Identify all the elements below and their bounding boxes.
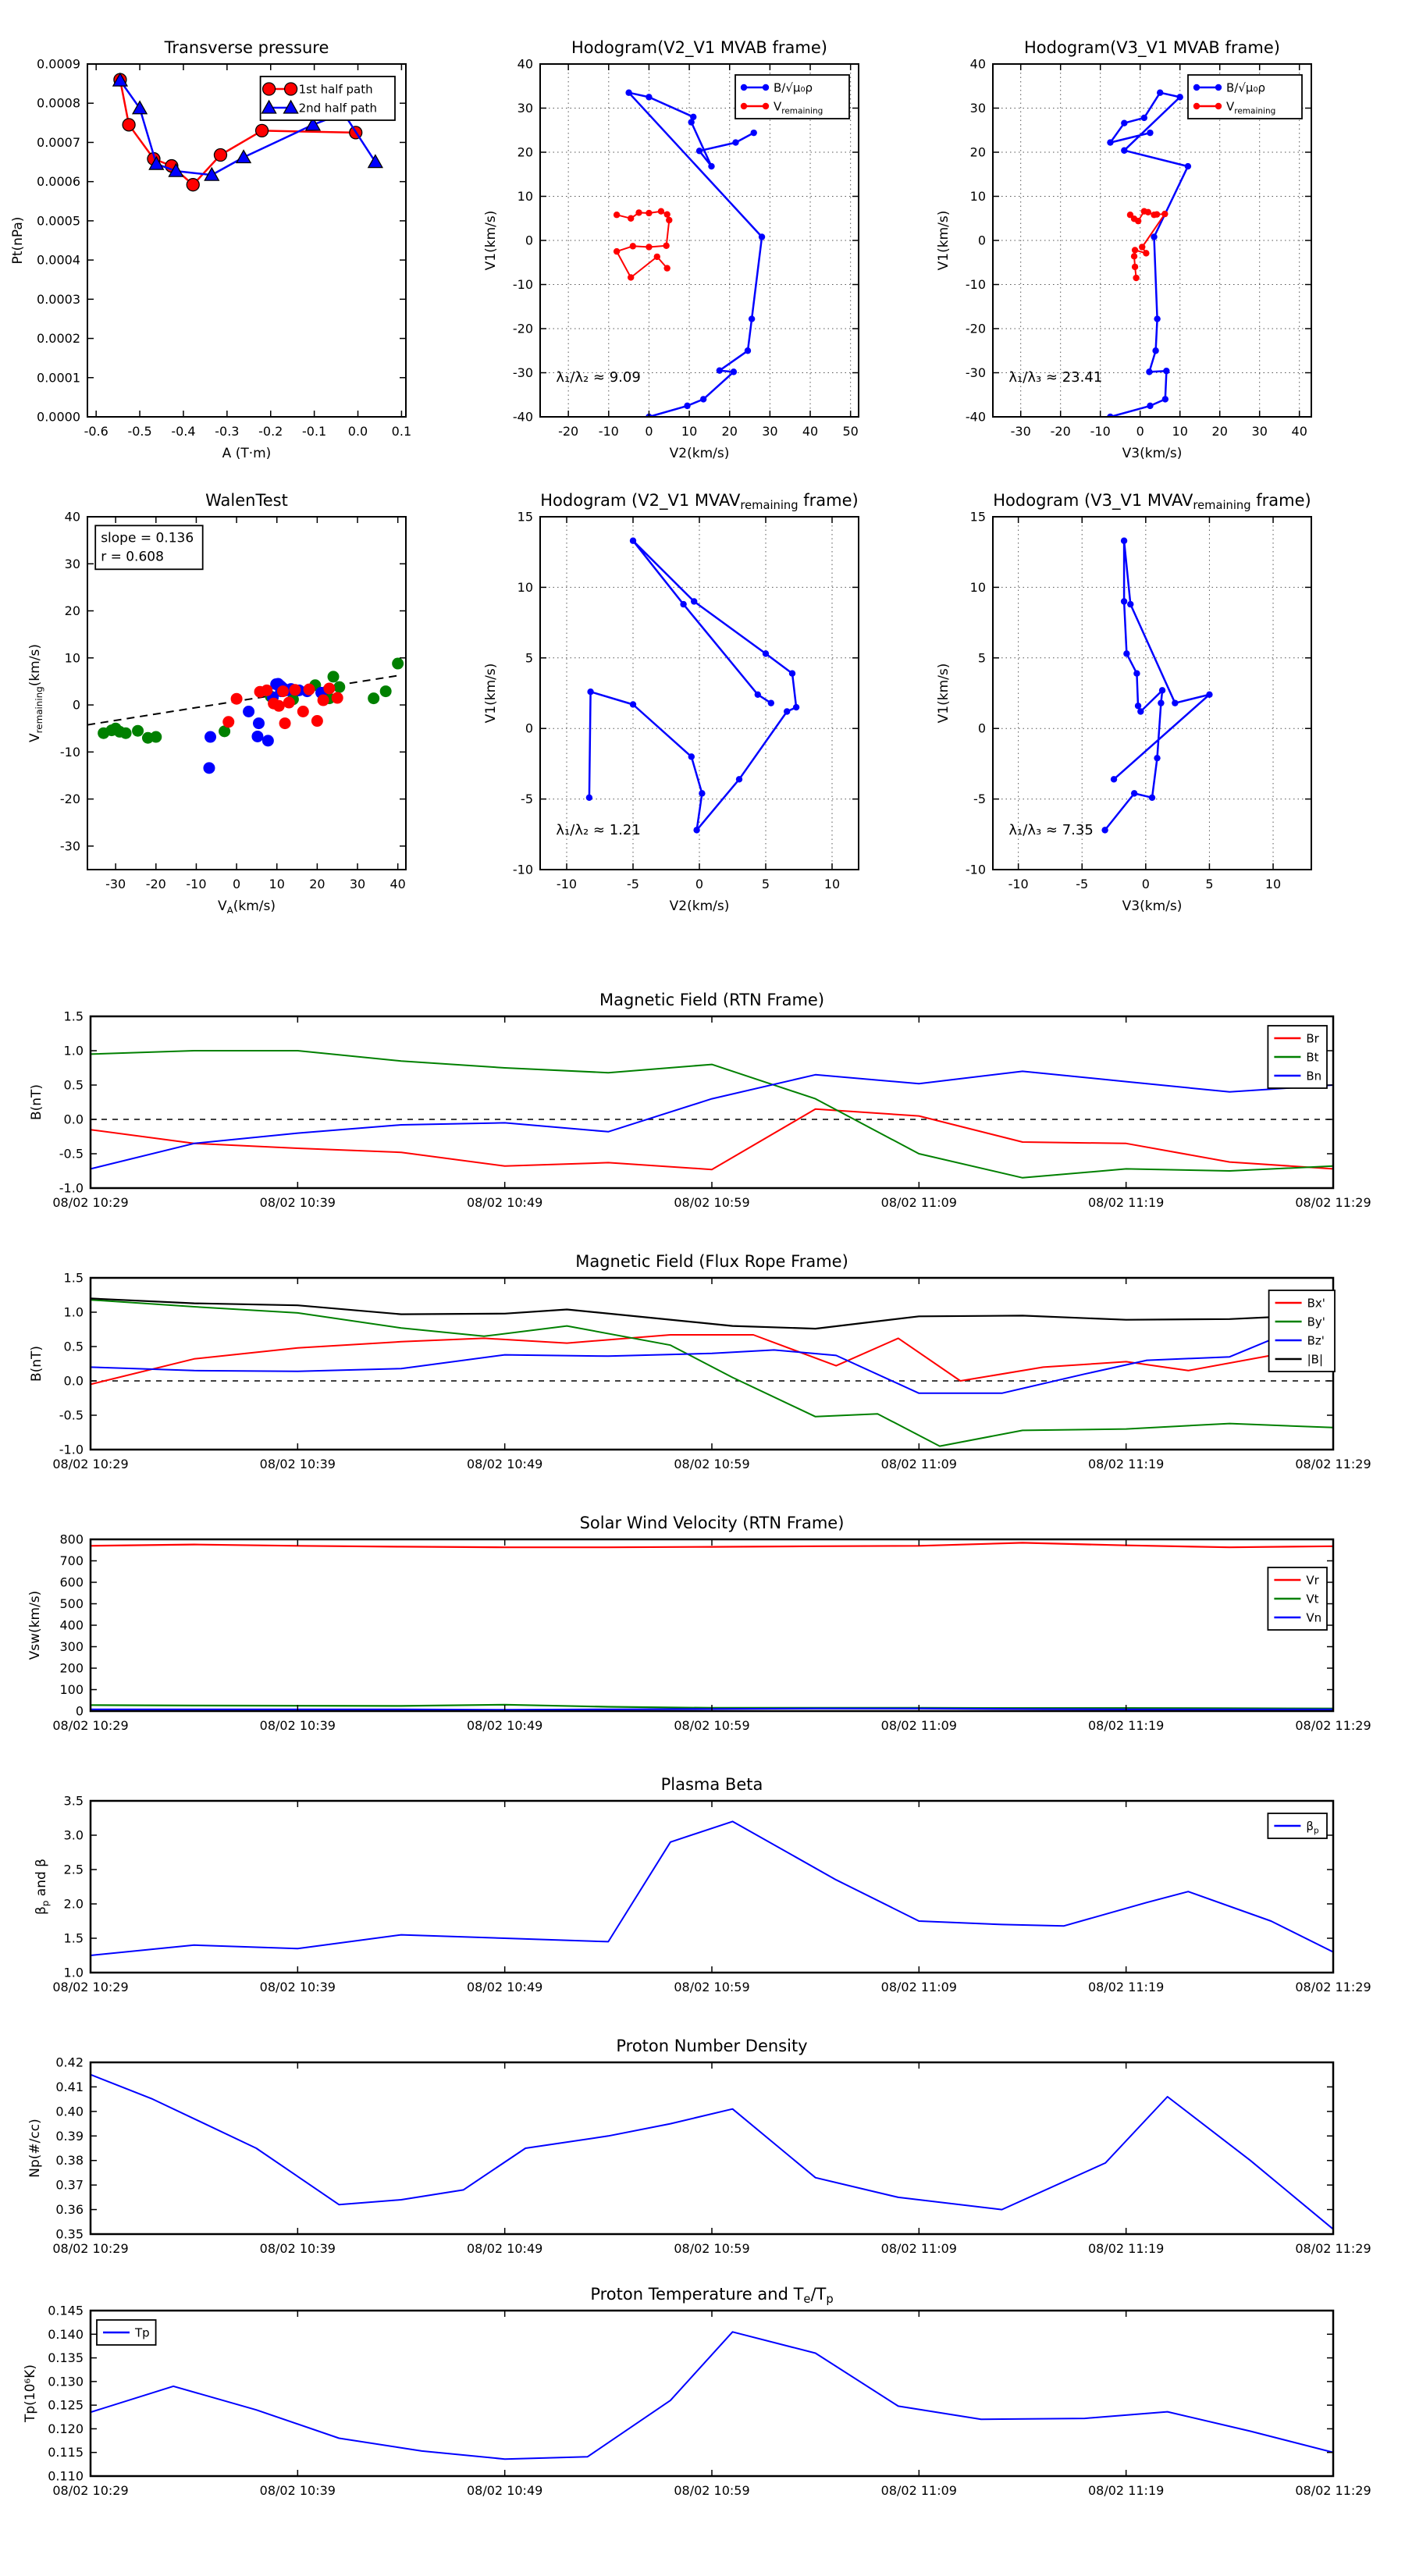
svg-text:-30: -30: [1010, 424, 1031, 439]
proton-temperature-plot: [12, 2273, 1380, 2526]
svg-text:10: 10: [64, 650, 80, 666]
svg-text:30: 30: [64, 556, 80, 571]
svg-text:-0.4: -0.4: [171, 424, 196, 439]
svg-text:600: 600: [59, 1574, 84, 1590]
svg-text:Vsw(km/s): Vsw(km/s): [27, 1590, 43, 1660]
svg-text:08/02 10:29: 08/02 10:29: [52, 2241, 129, 2256]
svg-text:A (T·m): A (T·m): [222, 446, 272, 461]
svg-text:08/02 10:59: 08/02 10:59: [674, 2483, 750, 2498]
svg-text:08/02 10:29: 08/02 10:29: [52, 2483, 129, 2498]
svg-text:08/02 10:59: 08/02 10:59: [674, 1457, 750, 1471]
svg-text:-30: -30: [105, 877, 126, 891]
chart-svg: [12, 1240, 1380, 1496]
svg-text:08/02 11:19: 08/02 11:19: [1088, 1980, 1165, 1994]
series-group: [91, 1051, 1333, 1178]
svg-text:20: 20: [64, 603, 80, 619]
svg-text:200: 200: [59, 1660, 84, 1676]
axes-frame: [91, 1539, 1333, 1711]
svg-text:βp: $\beta_p$: [1306, 1819, 1319, 1836]
svg-text:08/02 11:09: 08/02 11:09: [880, 1718, 957, 1733]
svg-text:0.38: 0.38: [55, 2153, 84, 2169]
hodogram-v2v1-mvab-plot: [462, 27, 905, 467]
series-bn: [91, 1071, 1333, 1169]
svg-text:5: 5: [1205, 877, 1214, 891]
chart-title: Hodogram(V2_V1 MVAB frame): [571, 38, 827, 57]
svg-text:-10: -10: [965, 277, 986, 292]
svg-text:Br: Br: [1306, 1031, 1319, 1046]
transverse-pressure-plot: [9, 27, 453, 467]
svg-text:-0.1: -0.1: [302, 424, 327, 439]
svg-text:10: 10: [969, 579, 986, 595]
svg-text:-20: -20: [1050, 424, 1071, 439]
legend: [97, 2320, 156, 2345]
svg-text:0.0008: 0.0008: [37, 95, 80, 111]
svg-text:0.140: 0.140: [48, 2326, 84, 2342]
svg-text:slope = 0.136: slope = 0.136: [101, 530, 194, 546]
svg-text:0.42: 0.42: [55, 2055, 84, 2070]
series-group: [87, 658, 404, 774]
svg-text:400: 400: [59, 1617, 84, 1633]
svg-text:V3(km/s): V3(km/s): [1122, 898, 1183, 914]
svg-text:-10: -10: [512, 862, 533, 877]
svg-text:5: 5: [977, 650, 986, 666]
walen-test-plot: [9, 479, 453, 920]
svg-text:08/02 11:09: 08/02 11:09: [880, 1195, 957, 1210]
svg-text:0.5: 0.5: [63, 1077, 84, 1093]
svg-text:10: 10: [1172, 424, 1188, 439]
svg-text:700: 700: [59, 1553, 84, 1568]
svg-text:5: 5: [525, 650, 533, 666]
svg-text:-30: -30: [59, 838, 80, 854]
svg-text:08/02 10:29: 08/02 10:29: [52, 1195, 129, 1210]
svg-text:0.35: 0.35: [55, 2226, 84, 2242]
svg-text:0.0: 0.0: [63, 1373, 84, 1389]
svg-text:08/02 11:29: 08/02 11:29: [1295, 1457, 1371, 1471]
chart-title: Hodogram(V3_V1 MVAB frame): [1024, 38, 1280, 57]
svg-text:0: 0: [695, 877, 704, 891]
svg-text:V1(km/s): V1(km/s): [936, 663, 951, 724]
svg-text:Vremaining(km/s): $V_{remaining}(km/s)$: [27, 644, 44, 742]
chart-title: Solar Wind Velocity (RTN Frame): [579, 1514, 845, 1532]
svg-text:|B|: |B|: [1307, 1352, 1324, 1367]
chart-svg: [12, 1502, 1380, 1758]
chart-svg: [462, 479, 905, 916]
svg-text:08/02 10:49: 08/02 10:49: [467, 1718, 543, 1733]
svg-text:0.115: 0.115: [48, 2445, 84, 2460]
svg-text:08/02 11:09: 08/02 11:09: [880, 1980, 957, 1994]
chart-title: Hodogram (V2_V1 MVAVremaining frame): [540, 491, 859, 512]
chart-svg: [12, 979, 1380, 1235]
svg-text:-10: -10: [59, 744, 80, 760]
proton-number-density-plot: [12, 2025, 1380, 2284]
svg-text:0.145: 0.145: [48, 2303, 84, 2318]
svg-text:08/02 10:39: 08/02 10:39: [259, 1718, 336, 1733]
series-group: [91, 1298, 1333, 1446]
svg-text:20: 20: [1211, 424, 1228, 439]
series-by-: [91, 1300, 1333, 1446]
svg-text:0.0004: 0.0004: [37, 252, 80, 268]
svg-text:08/02 10:49: 08/02 10:49: [467, 1980, 543, 1994]
chart-title: Hodogram (V3_V1 MVAVremaining frame): [993, 491, 1311, 512]
svg-text:0.130: 0.130: [48, 2374, 84, 2389]
svg-text:30: 30: [762, 424, 778, 439]
svg-text:0: 0: [525, 720, 533, 736]
svg-text:-40: -40: [965, 409, 986, 425]
svg-text:βp and β: $\beta_p$ and β: [34, 1858, 51, 1916]
svg-text:08/02 10:59: 08/02 10:59: [674, 1718, 750, 1733]
series-fit-line: [87, 676, 398, 725]
svg-text:V2(km/s): V2(km/s): [669, 446, 730, 461]
legend: [1188, 75, 1302, 119]
svg-text:08/02 10:39: 08/02 10:39: [259, 1980, 336, 1994]
axes-frame: [91, 1801, 1333, 1973]
svg-text:Bt: Bt: [1306, 1050, 1319, 1065]
svg-text:500: 500: [59, 1596, 84, 1611]
svg-text:0.0003: 0.0003: [37, 291, 80, 307]
svg-text:0.1: 0.1: [391, 424, 412, 439]
svg-text:λ₁/λ₃ ≈ 7.35: λ₁/λ₃ ≈ 7.35: [1008, 821, 1094, 838]
svg-text:08/02 11:19: 08/02 11:19: [1088, 2483, 1165, 2498]
chart-svg: [462, 27, 905, 464]
svg-text:0: 0: [232, 877, 241, 891]
svg-text:08/02 11:19: 08/02 11:19: [1088, 2241, 1165, 2256]
svg-text:-1.0: -1.0: [59, 1180, 84, 1196]
svg-text:-20: -20: [145, 877, 166, 891]
hodogram-v3v1-mvab-plot: [915, 27, 1358, 467]
svg-text:0.135: 0.135: [48, 2350, 84, 2366]
svg-text:Pt(nPa): Pt(nPa): [10, 216, 26, 265]
svg-text:1.0: 1.0: [63, 1043, 84, 1059]
svg-text:30: 30: [517, 101, 533, 116]
svg-text:Tp: Tp: [135, 2325, 150, 2340]
series-group: [1101, 538, 1212, 834]
chart-title: Plasma Beta: [660, 1775, 763, 1794]
series-group: [586, 538, 800, 834]
chart-title: Magnetic Field (Flux Rope Frame): [575, 1252, 848, 1271]
svg-text:-0.5: -0.5: [127, 424, 152, 439]
svg-text:08/02 11:19: 08/02 11:19: [1088, 1457, 1165, 1471]
svg-text:08/02 11:09: 08/02 11:09: [880, 2483, 957, 2498]
svg-text:10: 10: [969, 189, 986, 204]
svg-text:B/√μ₀ρ: B/√μ₀ρ: [1226, 80, 1265, 95]
svg-text:-5: -5: [627, 877, 639, 891]
svg-text:08/02 10:49: 08/02 10:49: [467, 1195, 543, 1210]
chart-title: Magnetic Field (RTN Frame): [599, 991, 825, 1009]
chart-svg: [12, 1763, 1380, 2019]
axes-frame: [993, 517, 1311, 870]
magnetic-field-flux-rope-plot: [12, 1240, 1380, 1500]
series-v-hodogram: [1105, 541, 1210, 831]
svg-text:08/02 11:09: 08/02 11:09: [880, 1457, 957, 1471]
svg-text:-20: -20: [512, 321, 533, 336]
svg-text:08/02 11:19: 08/02 11:19: [1088, 1195, 1165, 1210]
svg-text:0: 0: [525, 233, 533, 248]
svg-text:V1(km/s): V1(km/s): [936, 210, 951, 271]
svg-text:30: 30: [349, 877, 366, 891]
svg-text:30: 30: [969, 101, 986, 116]
svg-text:20: 20: [969, 144, 986, 160]
series-tp: [91, 2332, 1333, 2459]
svg-text:10: 10: [269, 877, 285, 891]
chart-svg: [9, 479, 453, 916]
svg-text:VA(km/s): $V_A(km/s)$: [217, 898, 276, 916]
svg-text:0.0001: 0.0001: [37, 370, 80, 386]
chart-title: Transverse pressure: [164, 38, 329, 57]
legend: [1269, 1290, 1335, 1372]
svg-text:-5: -5: [973, 792, 986, 807]
svg-text:-10: -10: [556, 877, 578, 891]
svg-text:30: 30: [1251, 424, 1268, 439]
svg-text:0: 0: [1141, 877, 1150, 891]
svg-text:08/02 10:49: 08/02 10:49: [467, 2483, 543, 2498]
svg-text:r = 0.608: r = 0.608: [101, 549, 164, 565]
svg-text:3.0: 3.0: [63, 1827, 84, 1843]
svg-text:0.0: 0.0: [347, 424, 368, 439]
svg-text:20: 20: [721, 424, 738, 439]
svg-text:0.0007: 0.0007: [37, 134, 80, 150]
chart-svg: [9, 27, 453, 464]
svg-text:V1(km/s): V1(km/s): [483, 663, 499, 724]
svg-text:2.5: 2.5: [63, 1862, 84, 1877]
chart-svg: [915, 479, 1358, 916]
svg-text:08/02 10:39: 08/02 10:39: [259, 1195, 336, 1210]
svg-text:08/02 11:29: 08/02 11:29: [1295, 1195, 1371, 1210]
svg-text:Vn: Vn: [1306, 1610, 1322, 1625]
svg-text:40: 40: [64, 509, 80, 525]
svg-text:0: 0: [72, 697, 80, 713]
svg-text:3.5: 3.5: [63, 1793, 84, 1809]
series-group: [91, 2332, 1333, 2459]
svg-text:λ₁/λ₂ ≈ 1.21: λ₁/λ₂ ≈ 1.21: [556, 821, 641, 838]
svg-text:0.41: 0.41: [55, 2079, 84, 2094]
series-group: [1107, 90, 1191, 421]
svg-text:Np(#/cc): Np(#/cc): [27, 2119, 43, 2178]
svg-text:0.0009: 0.0009: [37, 56, 80, 72]
legend: [1268, 1026, 1327, 1088]
svg-text:Bz': Bz': [1307, 1333, 1325, 1348]
svg-text:10: 10: [1264, 877, 1282, 891]
hodogram-v2v1-mvav-plot: [462, 479, 905, 920]
svg-text:0.0006: 0.0006: [37, 174, 80, 190]
svg-text:Vr: Vr: [1306, 1573, 1319, 1588]
solar-wind-velocity-plot: [12, 1502, 1380, 1761]
svg-text:08/02 10:29: 08/02 10:29: [52, 1457, 129, 1471]
svg-text:08/02 10:29: 08/02 10:29: [52, 1980, 129, 1994]
legend: [261, 76, 395, 120]
svg-text:-30: -30: [512, 365, 533, 380]
svg-text:-0.2: -0.2: [258, 424, 283, 439]
svg-text:08/02 10:39: 08/02 10:39: [259, 1457, 336, 1471]
axes-frame: [91, 1278, 1333, 1450]
svg-text:-0.5: -0.5: [59, 1146, 84, 1162]
svg-text:V3(km/s): V3(km/s): [1122, 446, 1183, 461]
svg-text:-20: -20: [558, 424, 579, 439]
svg-text:-10: -10: [1008, 877, 1029, 891]
chart-svg: [12, 2273, 1380, 2523]
chart-svg: [915, 27, 1358, 464]
svg-text:0.40: 0.40: [55, 2104, 84, 2119]
svg-text:100: 100: [59, 1682, 84, 1697]
svg-text:-40: -40: [512, 409, 533, 425]
axes-frame: [91, 2311, 1333, 2476]
svg-text:08/02 11:19: 08/02 11:19: [1088, 1718, 1165, 1733]
legend: [1268, 1813, 1327, 1838]
svg-text:-5: -5: [1076, 877, 1089, 891]
svg-text:V2(km/s): V2(km/s): [669, 898, 730, 914]
svg-text:0.110: 0.110: [48, 2468, 84, 2484]
chart-title: Proton Temperature and Te/Tp: [590, 2285, 834, 2306]
svg-text:-30: -30: [965, 365, 986, 380]
svg-text:-10: -10: [598, 424, 619, 439]
svg-text:15: 15: [969, 509, 986, 525]
svg-text:0: 0: [977, 720, 986, 736]
svg-text:-1.0: -1.0: [59, 1442, 84, 1457]
chart-title: WalenTest: [205, 491, 288, 510]
svg-text:B(nT): B(nT): [29, 1083, 44, 1121]
svg-text:10: 10: [681, 424, 698, 439]
svg-text:By': By': [1307, 1315, 1325, 1329]
svg-text:-0.5: -0.5: [59, 1407, 84, 1423]
svg-text:0.0000: 0.0000: [37, 409, 80, 425]
svg-text:0: 0: [645, 424, 653, 439]
svg-text:2nd half path: 2nd half path: [298, 101, 377, 116]
svg-text:2.0: 2.0: [63, 1896, 84, 1912]
svg-text:40: 40: [802, 424, 819, 439]
svg-text:1.0: 1.0: [63, 1965, 84, 1980]
svg-text:10: 10: [517, 579, 533, 595]
series-group: [91, 2075, 1333, 2229]
svg-text:08/02 10:49: 08/02 10:49: [467, 2241, 543, 2256]
svg-text:0.36: 0.36: [55, 2202, 84, 2218]
magnetic-field-rtn-plot: [12, 979, 1380, 1238]
svg-text:V1(km/s): V1(km/s): [483, 210, 499, 271]
svg-text:20: 20: [517, 144, 533, 160]
svg-text:-10: -10: [186, 877, 207, 891]
svg-text:0.0: 0.0: [63, 1112, 84, 1127]
svg-text:10: 10: [823, 877, 841, 891]
svg-text:15: 15: [517, 509, 533, 525]
svg-text:1.5: 1.5: [63, 1270, 84, 1286]
svg-text:-0.6: -0.6: [84, 424, 108, 439]
svg-text:50: 50: [842, 424, 859, 439]
svg-text:-5: -5: [521, 792, 533, 807]
svg-text:-0.3: -0.3: [215, 424, 240, 439]
series--b-: [91, 1298, 1333, 1329]
svg-text:40: 40: [1291, 424, 1307, 439]
svg-text:-10: -10: [965, 862, 986, 877]
legend: [735, 75, 849, 119]
svg-text:40: 40: [969, 56, 986, 72]
svg-text:08/02 10:39: 08/02 10:39: [259, 2241, 336, 2256]
series-np: [91, 2075, 1333, 2229]
svg-text:1.5: 1.5: [63, 1930, 84, 1946]
plasma-beta-plot: [12, 1763, 1380, 2023]
svg-text:0.0005: 0.0005: [37, 213, 80, 229]
svg-text:-10: -10: [512, 277, 533, 292]
svg-text:300: 300: [59, 1639, 84, 1654]
svg-text:Vt: Vt: [1306, 1592, 1319, 1606]
svg-text:08/02 10:59: 08/02 10:59: [674, 1195, 750, 1210]
series-b-sqrt-mu0-rho-: [1111, 93, 1188, 417]
svg-text:-10: -10: [1090, 424, 1111, 439]
svg-text:0.125: 0.125: [48, 2397, 84, 2413]
svg-text:Vremaining: $V_{remaining}$: [774, 99, 823, 116]
legend: [1268, 1567, 1327, 1630]
svg-text:08/02 10:49: 08/02 10:49: [467, 1457, 543, 1471]
series-beta-p: [91, 1821, 1333, 1955]
svg-text:08/02 10:59: 08/02 10:59: [674, 2241, 750, 2256]
svg-text:Bx': Bx': [1307, 1296, 1325, 1311]
svg-text:0.120: 0.120: [48, 2421, 84, 2436]
svg-text:Vremaining: $V_{remaining}$: [1226, 99, 1276, 116]
axes-frame: [91, 2062, 1333, 2234]
axes-frame: [91, 1016, 1333, 1188]
svg-text:0.39: 0.39: [55, 2128, 84, 2144]
svg-text:5: 5: [761, 877, 770, 891]
series-v-hodogram: [589, 541, 796, 831]
series-group: [91, 1821, 1333, 1955]
series-bt: [91, 1051, 1333, 1178]
svg-text:08/02 11:29: 08/02 11:29: [1295, 2241, 1371, 2256]
svg-text:08/02 10:39: 08/02 10:39: [259, 2483, 336, 2498]
svg-text:08/02 11:29: 08/02 11:29: [1295, 1718, 1371, 1733]
svg-text:-20: -20: [965, 321, 986, 336]
chart-title: Proton Number Density: [616, 2037, 808, 2055]
svg-text:λ₁/λ₃ ≈ 23.41: λ₁/λ₃ ≈ 23.41: [1008, 368, 1103, 386]
svg-text:40: 40: [517, 56, 533, 72]
svg-text:08/02 11:29: 08/02 11:29: [1295, 1980, 1371, 1994]
series-b-sqrt-mu0-rho-: [629, 93, 763, 417]
svg-text:08/02 10:29: 08/02 10:29: [52, 1718, 129, 1733]
chart-svg: [12, 2025, 1380, 2281]
svg-text:10: 10: [517, 189, 533, 204]
svg-text:Tp(10⁶K): Tp(10⁶K): [23, 2364, 38, 2423]
svg-text:1.0: 1.0: [63, 1304, 84, 1320]
svg-text:20: 20: [309, 877, 325, 891]
svg-text:λ₁/λ₂ ≈ 9.09: λ₁/λ₂ ≈ 9.09: [556, 368, 641, 386]
svg-text:0.5: 0.5: [63, 1339, 84, 1354]
series-v-remaining: [617, 212, 669, 278]
svg-text:B/√μ₀ρ: B/√μ₀ρ: [774, 80, 813, 95]
svg-text:0.0002: 0.0002: [37, 331, 80, 347]
svg-text:08/02 11:09: 08/02 11:09: [880, 2241, 957, 2256]
hodogram-v3v1-mvav-plot: [915, 479, 1358, 920]
series-br: [91, 1109, 1333, 1169]
svg-text:B(nT): B(nT): [29, 1345, 44, 1382]
svg-text:1st half path: 1st half path: [298, 82, 373, 97]
svg-text:Bn: Bn: [1306, 1069, 1322, 1083]
svg-text:1.5: 1.5: [63, 1009, 84, 1024]
svg-text:0.37: 0.37: [55, 2177, 84, 2193]
svg-text:08/02 11:29: 08/02 11:29: [1295, 2483, 1371, 2498]
svg-text:08/02 10:59: 08/02 10:59: [674, 1980, 750, 1994]
series-group: [91, 1542, 1333, 1710]
svg-text:0: 0: [977, 233, 986, 248]
svg-text:0: 0: [1136, 424, 1144, 439]
svg-text:-20: -20: [59, 792, 80, 807]
svg-text:40: 40: [389, 877, 406, 891]
svg-text:0: 0: [75, 1703, 84, 1719]
svg-text:800: 800: [59, 1532, 84, 1547]
